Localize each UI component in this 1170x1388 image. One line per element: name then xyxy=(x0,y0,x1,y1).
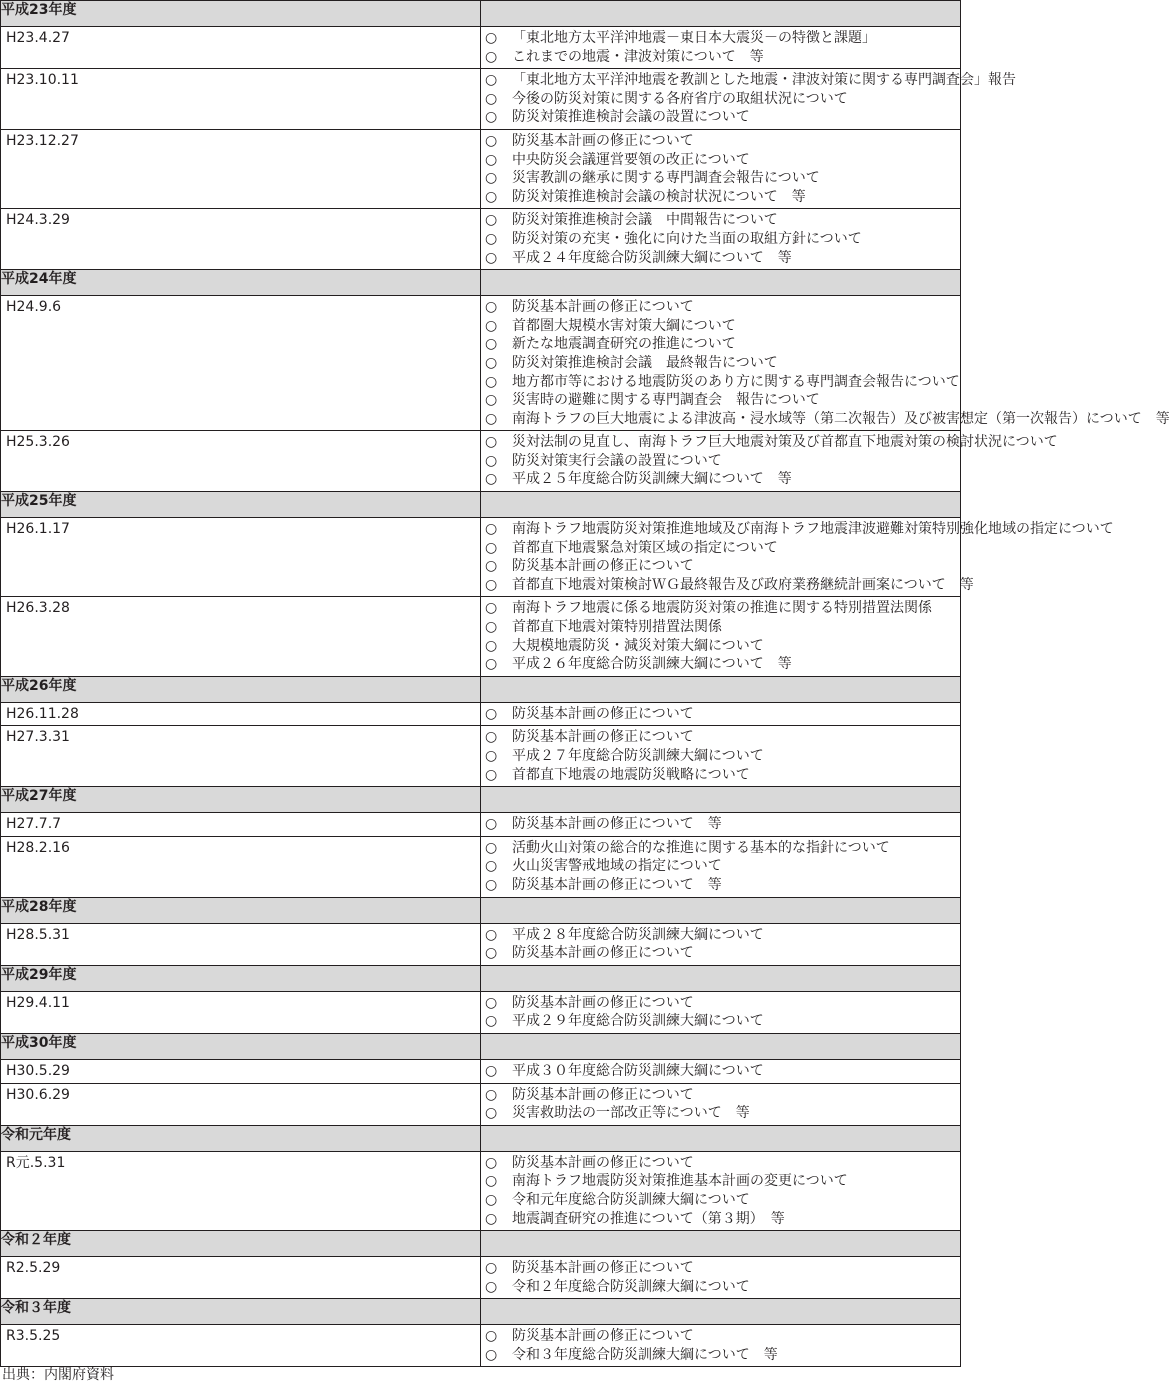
agenda-item-text: 防災対策推進検討会議の設置について xyxy=(512,109,750,126)
meeting-row xyxy=(1,813,961,837)
agenda-item xyxy=(485,599,960,618)
meeting-row xyxy=(1,991,961,1033)
circle-bullet-icon: ○ xyxy=(485,748,498,764)
agenda-item-text: 防災基本計画の修正について xyxy=(512,1328,694,1345)
agenda-item-text: 平成３０年度総合防災訓練大綱について xyxy=(512,1062,764,1079)
meeting-date: R2.5.29 xyxy=(1,1257,481,1299)
agenda-item-text: 火山災害警戒地域の指定について xyxy=(512,858,722,875)
agenda-item-text: 地方都市等における地震防災のあり方に関する専門調査会報告について xyxy=(512,373,960,390)
meeting-row xyxy=(1,518,961,597)
agenda-item xyxy=(485,1154,960,1173)
agenda-item-text: 平成２４年度総合防災訓練大綱について 等 xyxy=(512,249,792,266)
fiscal-year-row xyxy=(1,676,961,702)
agenda-item xyxy=(485,391,960,410)
meeting-date: H23.4.27 xyxy=(1,27,481,69)
circle-bullet-icon: ○ xyxy=(485,576,498,593)
agenda-item xyxy=(485,470,960,489)
meeting-agenda xyxy=(481,597,961,676)
meeting-agenda xyxy=(481,129,961,208)
fiscal-year-label: 令和２年度 xyxy=(1,1231,481,1257)
fiscal-year-row xyxy=(1,897,961,923)
agenda-item xyxy=(485,876,960,895)
circle-bullet-icon: ○ xyxy=(485,471,498,488)
meeting-date: R元.5.31 xyxy=(1,1151,481,1230)
circle-bullet-icon: ○ xyxy=(485,170,498,187)
agenda-item-text: 令和元年度総合防災訓練大綱について xyxy=(512,1191,750,1208)
meeting-row xyxy=(1,923,961,965)
agenda-item-text: 平成２７年度総合防災訓練大綱について xyxy=(512,748,764,764)
agenda-item xyxy=(485,410,1170,429)
agenda-item xyxy=(485,839,960,858)
agenda-item-text: 首都直下地震対策検討ＷＧ最終報告及び政府業務継続計画案について 等 xyxy=(512,576,974,593)
circle-bullet-icon: ○ xyxy=(485,876,498,893)
circle-bullet-icon: ○ xyxy=(485,945,498,962)
agenda-item xyxy=(485,230,960,249)
agenda-item xyxy=(485,249,960,268)
meeting-row xyxy=(1,597,961,676)
meeting-row xyxy=(1,836,961,897)
circle-bullet-icon: ○ xyxy=(485,151,498,168)
circle-bullet-icon: ○ xyxy=(485,1173,498,1190)
agenda-item-text: 首都直下地震の地震防災戦略について xyxy=(512,766,750,783)
circle-bullet-icon: ○ xyxy=(485,188,498,205)
agenda-item-text: 防災基本計画の修正について xyxy=(512,705,694,722)
meeting-date: H28.2.16 xyxy=(1,836,481,897)
fiscal-year-blank xyxy=(481,492,961,518)
agenda-item-text: 令和３年度総合防災訓練大綱について 等 xyxy=(512,1346,778,1363)
meeting-agenda xyxy=(481,209,961,270)
agenda-item-text: 今後の防災対策に関する各府省庁の取組状況について xyxy=(512,90,848,107)
fiscal-year-label: 令和３年度 xyxy=(1,1299,481,1325)
agenda-item-text: 防災基本計画の修正について xyxy=(512,945,694,962)
agenda-item xyxy=(485,994,960,1013)
circle-bullet-icon: ○ xyxy=(485,1086,498,1103)
agenda-item xyxy=(485,335,960,354)
meeting-date: H23.12.27 xyxy=(1,129,481,208)
agenda-item xyxy=(485,1062,960,1081)
agenda-item xyxy=(485,857,960,876)
agenda-item-text: 南海トラフ地震防災対策推進地域及び南海トラフ地震津波避難対策特別強化地域の指定について xyxy=(512,521,1114,538)
agenda-item-text: 防災基本計画の修正について xyxy=(512,299,694,316)
agenda-item-text: 首都直下地震対策特別措置法関係 xyxy=(512,619,722,636)
fiscal-year-blank xyxy=(481,1231,961,1257)
meeting-row xyxy=(1,1257,961,1299)
meeting-date: H28.5.31 xyxy=(1,923,481,965)
circle-bullet-icon: ○ xyxy=(485,132,498,149)
fiscal-year-blank xyxy=(481,965,961,991)
circle-bullet-icon: ○ xyxy=(485,1154,498,1171)
meeting-row xyxy=(1,27,961,69)
fiscal-year-blank xyxy=(481,1,961,27)
meeting-date: H23.10.11 xyxy=(1,69,481,130)
circle-bullet-icon: ○ xyxy=(485,926,498,943)
circle-bullet-icon: ○ xyxy=(485,729,498,746)
fiscal-year-label: 平成25年度 xyxy=(1,492,481,518)
fiscal-year-row xyxy=(1,1033,961,1059)
agenda-item-text: 防災基本計画の修正について 等 xyxy=(512,876,722,893)
circle-bullet-icon: ○ xyxy=(485,1210,498,1227)
meeting-date: H26.1.17 xyxy=(1,518,481,597)
agenda-item xyxy=(485,1259,960,1278)
meeting-agenda xyxy=(481,1151,961,1230)
circle-bullet-icon: ○ xyxy=(485,373,498,390)
circle-bullet-icon: ○ xyxy=(485,452,498,469)
circle-bullet-icon: ○ xyxy=(485,705,498,722)
agenda-item-text: 防災基本計画の修正について xyxy=(512,132,694,149)
circle-bullet-icon: ○ xyxy=(485,539,498,556)
fiscal-year-label: 平成30年度 xyxy=(1,1033,481,1059)
meeting-agenda xyxy=(481,1325,961,1367)
agenda-item xyxy=(485,169,960,188)
agenda-item-text: 防災対策推進検討会議 中間報告について xyxy=(512,212,778,229)
circle-bullet-icon: ○ xyxy=(485,1105,498,1122)
agenda-item-text: 防災基本計画の修正について xyxy=(512,1260,694,1277)
agenda-item xyxy=(485,317,960,336)
agenda-item-text: 南海トラフ地震に係る地震防災対策の推進に関する特別措置法関係 xyxy=(512,600,932,617)
meeting-agenda xyxy=(481,702,961,726)
agenda-item-text: 新たな地震調査研究の推進について xyxy=(512,336,736,353)
agenda-item-text: 防災対策推進検討会議 最終報告について xyxy=(512,354,778,371)
meeting-date: H24.3.29 xyxy=(1,209,481,270)
agenda-item-text: 平成２６年度総合防災訓練大綱について 等 xyxy=(512,656,792,673)
fiscal-year-row xyxy=(1,965,961,991)
fiscal-year-row xyxy=(1,787,961,813)
agenda-item xyxy=(485,576,974,595)
agenda-item xyxy=(485,71,1016,90)
meeting-agenda xyxy=(481,518,1114,597)
meeting-date: R3.5.25 xyxy=(1,1325,481,1367)
agenda-item xyxy=(485,1327,960,1346)
agenda-item xyxy=(485,944,960,963)
circle-bullet-icon: ○ xyxy=(485,816,498,833)
agenda-item xyxy=(485,618,960,637)
agenda-item xyxy=(485,188,960,207)
circle-bullet-icon: ○ xyxy=(485,72,498,89)
source-note: 出典：内閣府資料 xyxy=(2,1367,114,1383)
circle-bullet-icon: ○ xyxy=(485,558,498,575)
fiscal-year-row xyxy=(1,1299,961,1325)
agenda-item-text: 防災対策実行会議の設置について xyxy=(512,452,722,469)
meeting-date: H30.6.29 xyxy=(1,1083,481,1125)
meeting-row xyxy=(1,726,961,787)
agenda-item xyxy=(485,1086,960,1105)
circle-bullet-icon: ○ xyxy=(485,839,498,856)
meeting-date: H26.11.28 xyxy=(1,702,481,726)
meeting-agenda xyxy=(481,726,961,787)
agenda-item xyxy=(485,728,960,747)
agenda-item xyxy=(485,90,960,109)
agenda-item-text: 防災基本計画の修正について xyxy=(512,1086,694,1103)
agenda-item-text: 「東北地方太平洋沖地震－東日本大震災－の特徴と課題」 xyxy=(512,30,876,46)
fiscal-year-label: 平成23年度 xyxy=(1,1,481,27)
meeting-row xyxy=(1,1151,961,1230)
circle-bullet-icon: ○ xyxy=(485,994,498,1011)
meeting-agenda xyxy=(481,813,961,837)
meeting-row xyxy=(1,1059,961,1083)
agenda-item xyxy=(485,1172,960,1191)
circle-bullet-icon: ○ xyxy=(485,249,498,266)
circle-bullet-icon: ○ xyxy=(485,299,498,316)
agenda-item-text: 防災基本計画の修正について xyxy=(512,558,694,575)
fiscal-year-label: 平成26年度 xyxy=(1,676,481,702)
circle-bullet-icon: ○ xyxy=(485,90,498,107)
agenda-item xyxy=(485,747,960,766)
fiscal-year-blank xyxy=(481,676,961,702)
agenda-item-text: 首都直下地震緊急対策区域の指定について xyxy=(512,539,778,556)
agenda-item-text: 防災基本計画の修正について xyxy=(512,729,694,746)
fiscal-year-label: 令和元年度 xyxy=(1,1125,481,1151)
agenda-item xyxy=(485,433,1058,452)
meeting-agenda xyxy=(481,1257,961,1299)
agenda-item xyxy=(485,29,960,48)
agenda-item-text: 防災基本計画の修正について 等 xyxy=(512,816,722,833)
agenda-item xyxy=(485,766,960,785)
agenda-item-text: 防災対策推進検討会議の検討状況について 等 xyxy=(512,188,806,205)
meeting-agenda xyxy=(481,296,1170,431)
circle-bullet-icon: ○ xyxy=(485,1346,498,1363)
meeting-agenda xyxy=(481,923,961,965)
fiscal-year-blank xyxy=(481,1125,961,1151)
circle-bullet-icon: ○ xyxy=(485,392,498,409)
agenda-item xyxy=(485,1210,960,1229)
agenda-item-text: 災害教訓の継承に関する専門調査会報告について xyxy=(512,170,820,187)
fiscal-year-label: 平成28年度 xyxy=(1,897,481,923)
agenda-item xyxy=(485,1191,960,1210)
agenda-item xyxy=(485,211,960,230)
agenda-item-text: 大規模地震防災・減災対策大綱について xyxy=(512,637,764,654)
circle-bullet-icon: ○ xyxy=(485,1062,498,1079)
circle-bullet-icon: ○ xyxy=(485,336,498,353)
meeting-row xyxy=(1,1325,961,1367)
agenda-item-text: 平成２８年度総合防災訓練大綱について xyxy=(512,926,764,943)
agenda-item xyxy=(485,1104,960,1123)
agenda-item xyxy=(485,705,960,724)
agenda-item-text: 「東北地方太平洋沖地震を教訓とした地震・津波対策に関する専門調査会」報告 xyxy=(512,72,1016,89)
agenda-item xyxy=(485,520,1114,539)
circle-bullet-icon: ○ xyxy=(485,1260,498,1277)
fiscal-year-row xyxy=(1,1231,961,1257)
meeting-row xyxy=(1,296,961,431)
circle-bullet-icon: ○ xyxy=(485,48,498,65)
meeting-agenda xyxy=(481,1059,961,1083)
agenda-item-text: 災害救助法の一部改正等について 等 xyxy=(512,1105,750,1122)
circle-bullet-icon: ○ xyxy=(485,637,498,654)
meeting-date: H29.4.11 xyxy=(1,991,481,1033)
meeting-row xyxy=(1,431,961,492)
meeting-row xyxy=(1,702,961,726)
fiscal-year-row xyxy=(1,1125,961,1151)
meeting-agenda xyxy=(481,1083,961,1125)
agenda-item-text: 首都圏大規模水害対策大綱について xyxy=(512,317,736,334)
fiscal-year-label: 平成27年度 xyxy=(1,787,481,813)
agenda-item xyxy=(485,48,960,67)
circle-bullet-icon: ○ xyxy=(485,766,498,783)
meeting-row xyxy=(1,209,961,270)
agenda-item xyxy=(485,1278,960,1297)
fiscal-year-blank xyxy=(481,1299,961,1325)
fiscal-year-blank xyxy=(481,787,961,813)
agenda-item xyxy=(485,655,960,674)
circle-bullet-icon: ○ xyxy=(485,1328,498,1345)
circle-bullet-icon: ○ xyxy=(485,521,498,538)
circle-bullet-icon: ○ xyxy=(485,1278,498,1295)
agenda-item xyxy=(485,298,960,317)
meeting-date: H26.3.28 xyxy=(1,597,481,676)
agenda-item-text: 防災基本計画の修正について xyxy=(512,1154,694,1171)
agenda-item xyxy=(485,108,960,127)
agenda-item-text: 南海トラフ地震防災対策推進基本計画の変更について xyxy=(512,1173,848,1190)
agenda-item-text: 平成２５年度総合防災訓練大綱について 等 xyxy=(512,471,792,488)
fiscal-year-label: 平成24年度 xyxy=(1,270,481,296)
agenda-item xyxy=(485,637,960,656)
meeting-date: H24.9.6 xyxy=(1,296,481,431)
circle-bullet-icon: ○ xyxy=(485,230,498,247)
agenda-item xyxy=(485,373,960,392)
circle-bullet-icon: ○ xyxy=(485,1013,498,1030)
circle-bullet-icon: ○ xyxy=(485,434,498,451)
fiscal-year-label: 平成29年度 xyxy=(1,965,481,991)
meeting-agenda xyxy=(481,27,961,69)
agenda-item xyxy=(485,354,960,373)
agenda-item-text: 地震調査研究の推進について（第３期） 等 xyxy=(512,1210,785,1227)
meeting-date: H27.7.7 xyxy=(1,813,481,837)
meeting-row xyxy=(1,129,961,208)
agenda-item-text: 防災基本計画の修正について xyxy=(512,994,694,1011)
circle-bullet-icon: ○ xyxy=(485,109,498,126)
agenda-item xyxy=(485,151,960,170)
agenda-item xyxy=(485,132,960,151)
fiscal-year-row xyxy=(1,1,961,27)
circle-bullet-icon: ○ xyxy=(485,656,498,673)
agenda-item xyxy=(485,815,960,834)
agenda-item xyxy=(485,926,960,945)
circle-bullet-icon: ○ xyxy=(485,354,498,371)
fiscal-year-row xyxy=(1,492,961,518)
fiscal-year-blank xyxy=(481,897,961,923)
agenda-item-text: 南海トラフの巨大地震による津波高・浸水域等（第二次報告）及び被害想定（第一次報告）について 等 xyxy=(512,410,1170,427)
agenda-item xyxy=(485,452,960,471)
fiscal-year-row xyxy=(1,270,961,296)
fiscal-year-blank xyxy=(481,1033,961,1059)
meeting-date: H27.3.31 xyxy=(1,726,481,787)
circle-bullet-icon: ○ xyxy=(485,600,498,617)
meeting-date: H30.5.29 xyxy=(1,1059,481,1083)
circle-bullet-icon: ○ xyxy=(485,410,498,427)
agenda-item xyxy=(485,539,960,558)
agenda-item-text: 令和２年度総合防災訓練大綱について xyxy=(512,1278,750,1295)
agenda-item-text: 平成２９年度総合防災訓練大綱について xyxy=(512,1013,764,1030)
circle-bullet-icon: ○ xyxy=(485,212,498,229)
agenda-item-text: 中央防災会議運営要領の改正について xyxy=(512,151,750,168)
circle-bullet-icon: ○ xyxy=(485,1191,498,1208)
agenda-item-text: 活動火山対策の総合的な推進に関する基本的な指針について xyxy=(512,839,890,856)
meeting-agenda xyxy=(481,991,961,1033)
circle-bullet-icon: ○ xyxy=(485,30,498,46)
meeting-agenda xyxy=(481,431,1058,492)
meeting-agenda xyxy=(481,836,961,897)
agenda-item-text: 災害時の避難に関する専門調査会 報告について xyxy=(512,392,820,409)
circle-bullet-icon: ○ xyxy=(485,317,498,334)
meeting-row xyxy=(1,1083,961,1125)
agenda-item-text: 防災対策の充実・強化に向けた当面の取組方針について xyxy=(512,230,862,247)
fiscal-year-blank xyxy=(481,270,961,296)
meeting-agenda xyxy=(481,69,1016,130)
circle-bullet-icon: ○ xyxy=(485,619,498,636)
agenda-item xyxy=(485,1346,960,1365)
meeting-row xyxy=(1,69,961,130)
agenda-item-text: 災対法制の見直し、南海トラフ巨大地震対策及び首都直下地震対策の検討状況について xyxy=(512,434,1058,451)
agenda-item xyxy=(485,1012,960,1031)
agenda-item-text: これまでの地震・津波対策について 等 xyxy=(512,48,764,65)
meeting-date: H25.3.26 xyxy=(1,431,481,492)
agenda-item xyxy=(485,557,960,576)
circle-bullet-icon: ○ xyxy=(485,858,498,875)
